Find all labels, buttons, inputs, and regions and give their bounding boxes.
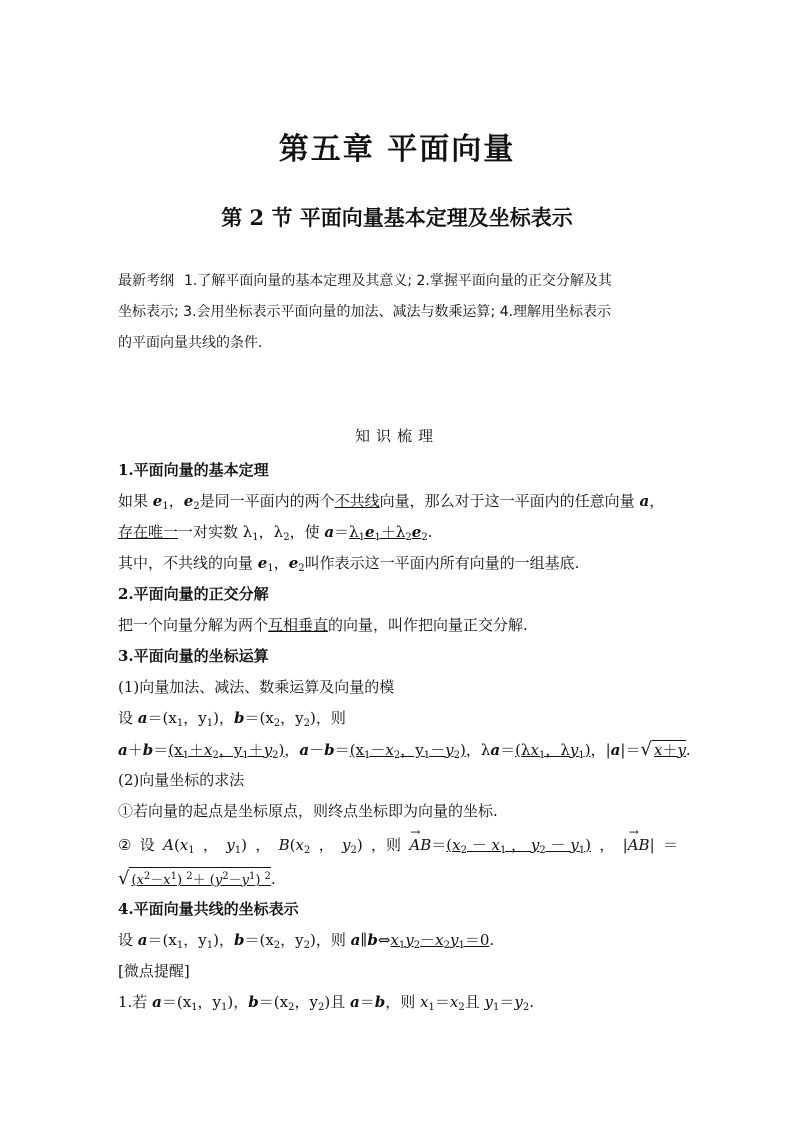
- syllabus-line-1: 最新考纲 1.了解平面向量的基本定理及其意义; 2.掌握平面向量的正交分解及其: [118, 273, 612, 289]
- s3-title: 3.平面向量的坐标运算: [118, 647, 269, 665]
- s3-c2-magnitude: √ $(x^2-x^1)$ $^2+ (y^2-y^1)$ $^2$.: [118, 868, 276, 889]
- knowledge-heading: 知识梳理: [354, 427, 439, 445]
- section-title: 第 2 节 平面向量基本定理及坐标表示: [221, 205, 573, 230]
- tip-item-1: 1.若 $a=(x_1$，$y_1$)，$b=(x_2$，$y_2$)且 a＝b，则 $x_1=x_2$且 $y_1=y_2$.: [118, 993, 534, 1013]
- s3-set-line: 设 $a=(x_1$，$y_1$)，$b=(x_2$，$y_2$)，则: [118, 709, 346, 729]
- s1-line-3: 其中，不共线的向量 $e_1$，$e_2$叫作表示这一平面内所有向量的一组基底.: [118, 554, 580, 574]
- s3-sub1: (1)向量加法、减法、数乘运算及向量的模: [118, 678, 395, 696]
- s4-title: 4.平面向量共线的坐标表示: [118, 900, 299, 918]
- s3-c2-line: ② 设 $A(x_1$ ， $y_1$) ， $B(x_2$ ， $y_2$) ，则 → $AB=(x_2 - x_1$ ， $y_2 - y_1$) ， |→ AB| ＝: [118, 827, 678, 863]
- s1-line-1: 如果 $e_1$，$e_2$是同一平面内的两个不共线向量，那么对于这一平面内的任意向量 a，: [118, 492, 665, 512]
- syllabus-line-2: 坐标表示; 3.会用坐标表示平面向量的加法、减法与数乘运算; 4.理解用坐标表示: [118, 304, 612, 320]
- syllabus-line-3: 的平面向量共线的条件.: [118, 335, 263, 351]
- s1-title: 1.平面向量的基本定理: [118, 461, 269, 479]
- s3-c1: ①若向量的起点是坐标原点，则终点坐标即为向量的坐标.: [118, 802, 498, 820]
- s2-title: 2.平面向量的正交分解: [118, 585, 269, 603]
- s3-ops-line: $a+b=(x_1+x_2$，$y_1+y_2$)，$a-b=(x_1-x_2$，$y_1-y_2$)，$\lambda a=(\lambda x_1$，$\lambda y_1$)，|a|＝√ x＋y.: [118, 739, 691, 761]
- chapter-title: 第五章 平面向量: [278, 132, 516, 167]
- s3-sub2: (2)向量坐标的求法: [118, 771, 245, 789]
- content-body: [118, 455, 691, 1018]
- s1-line-2: 存在唯一一对实数 $\lambda_1$，$\lambda_2$，使 $a=\lambda_1e_1+\lambda_2e_2$.: [118, 523, 433, 543]
- vector-ab: → AB: [409, 827, 431, 863]
- tip-label: [微点提醒]: [118, 962, 190, 980]
- s4-line: 设 $a=(x_1$，$y_1$)，$b=(x_2$，$y_2$)，则 $a\parallel b\Leftrightarrow x_1y_2-x_2y_1=0$.: [118, 931, 495, 951]
- syllabus-label: 最新考纲: [118, 273, 174, 289]
- s2-line: 把一个向量分解为两个互相垂直的向量，叫作把向量正交分解.: [118, 616, 528, 634]
- syllabus-block: [118, 266, 678, 359]
